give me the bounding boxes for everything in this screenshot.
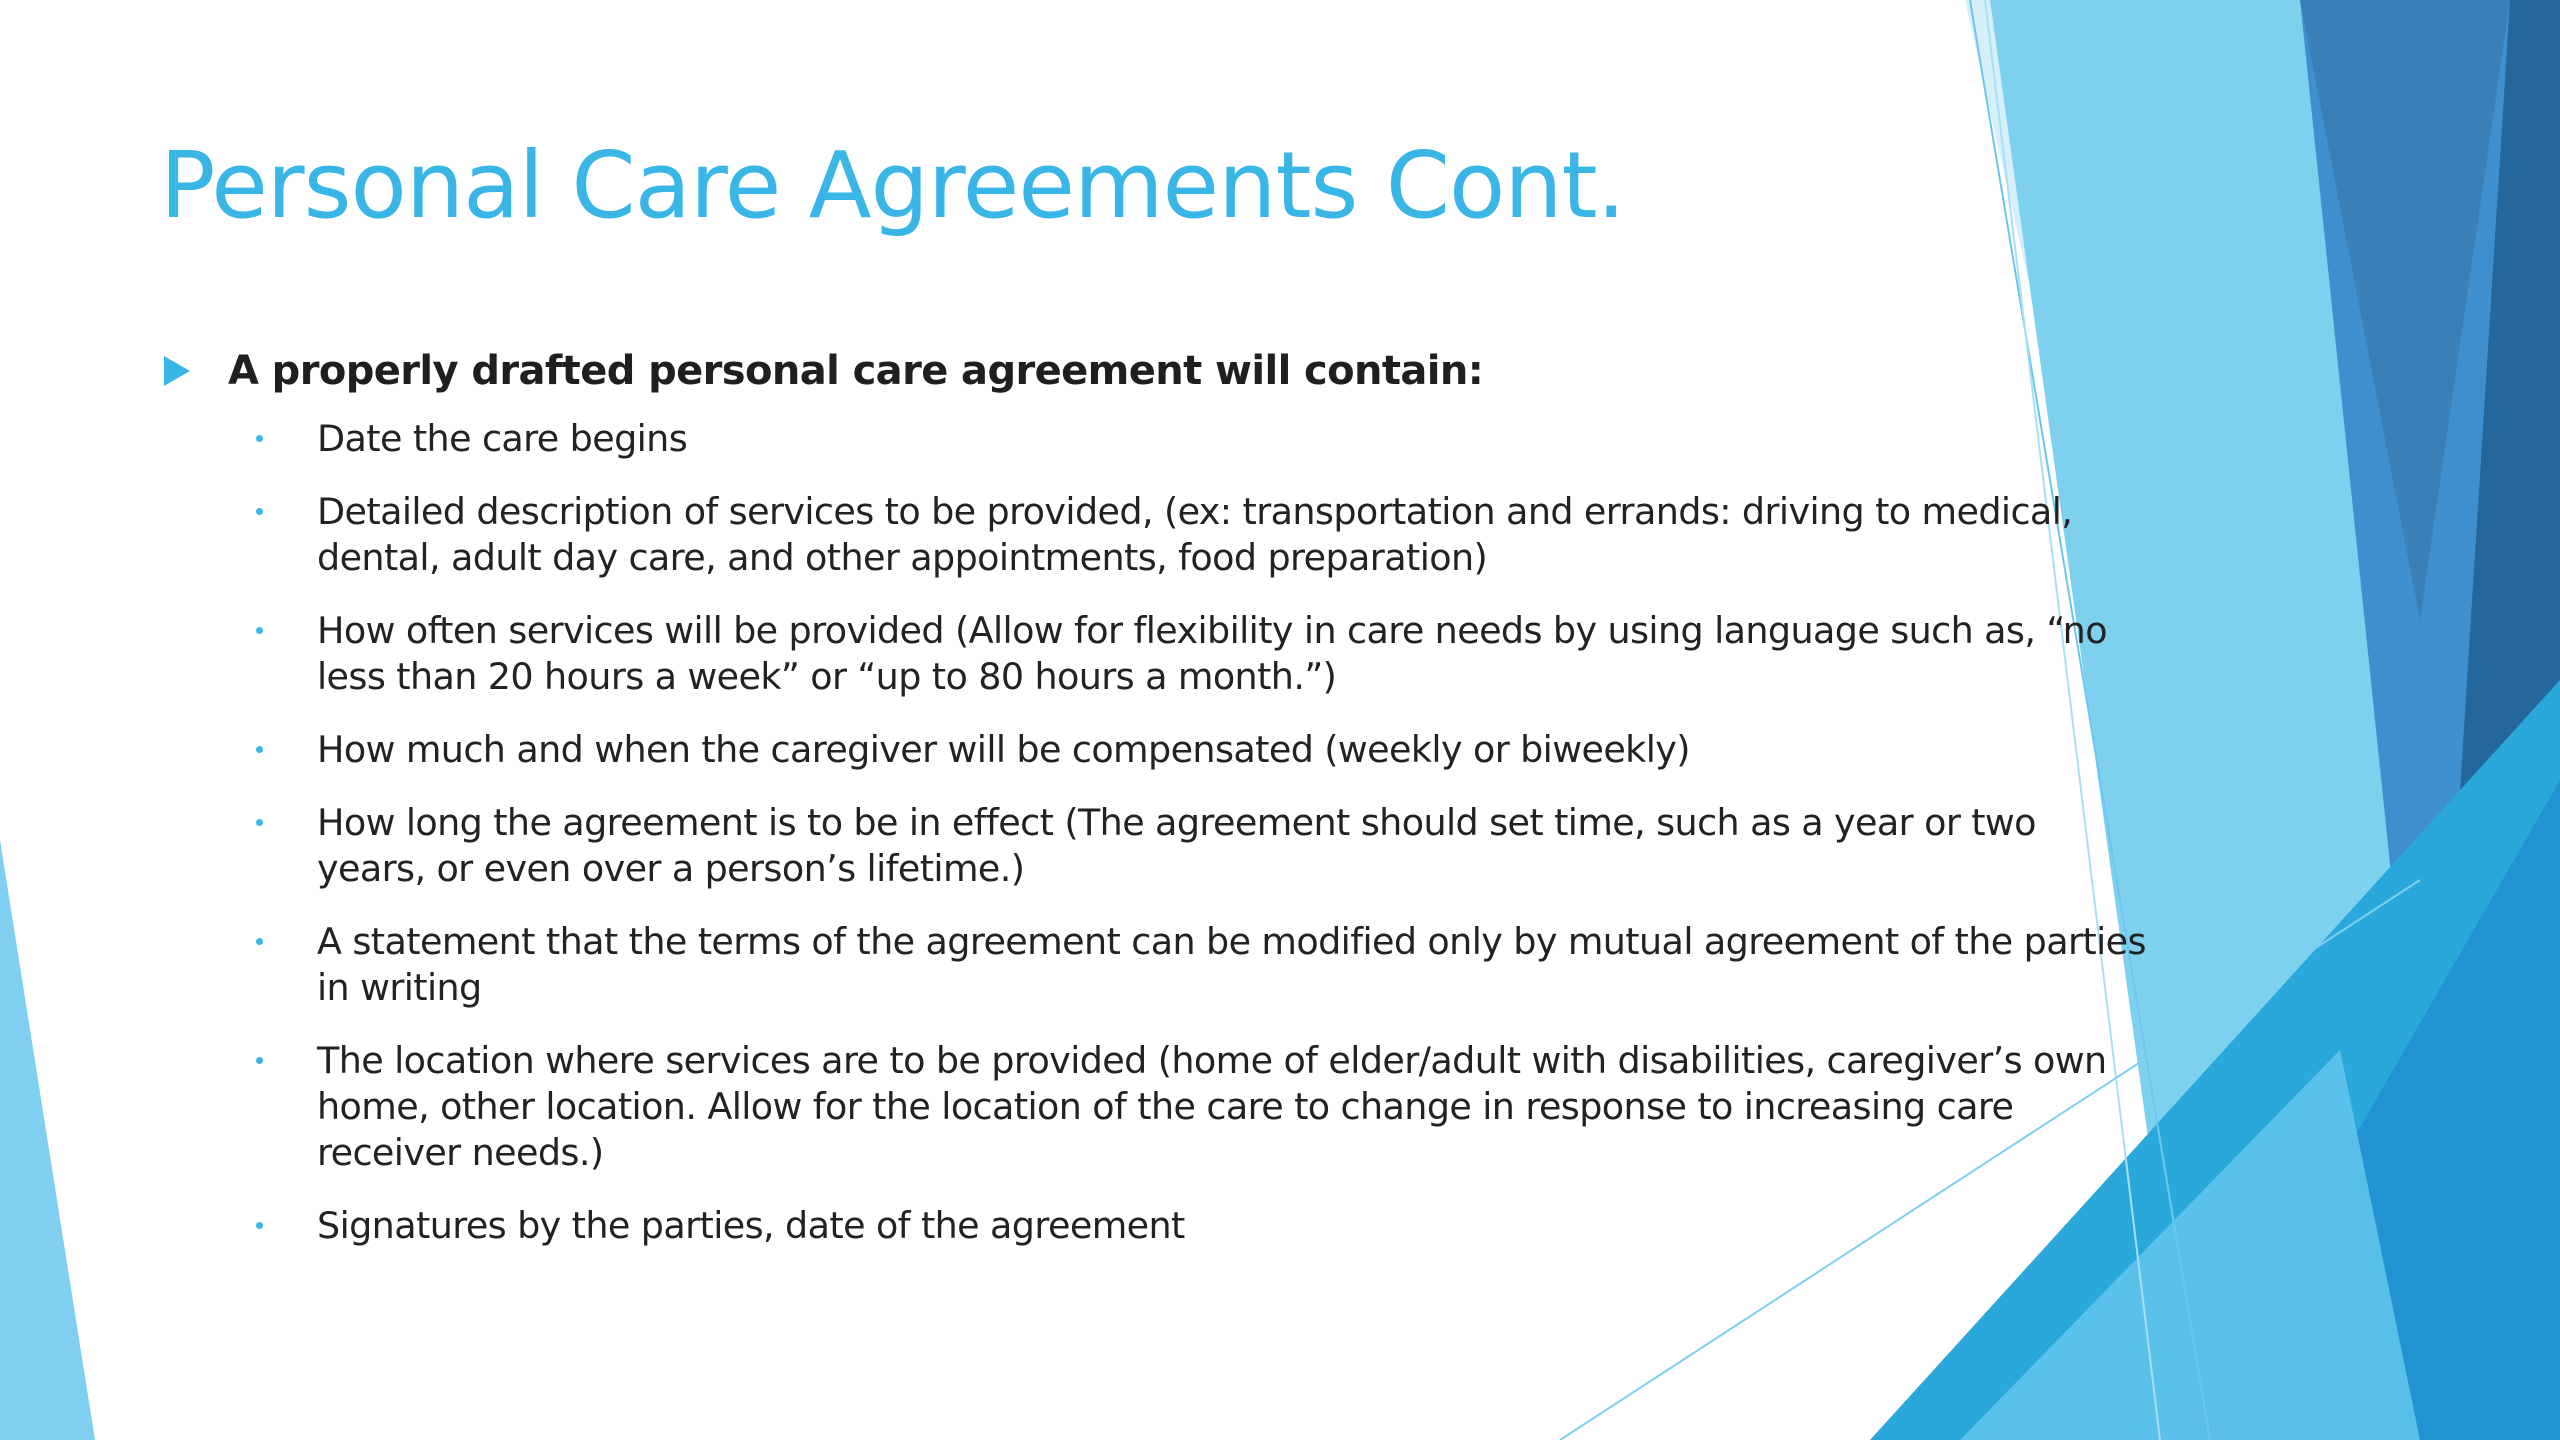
dot-bullet-icon — [256, 938, 263, 945]
list-item — [160, 608, 2150, 700]
list-item — [160, 727, 2150, 773]
list-item-text: How often services will be provided (Allow for flexibility in care needs by using language such as, “no less than 20 hours a week” or “up to 80 hours a month.”) — [317, 609, 2107, 698]
main-bullet — [160, 348, 2150, 394]
list-item — [160, 919, 2150, 1011]
dot-bullet-icon — [256, 627, 263, 634]
list-item — [160, 800, 2150, 892]
sub-bullet-list — [160, 416, 2150, 1249]
dot-bullet-icon — [256, 1057, 263, 1064]
dot-bullet-icon — [256, 819, 263, 826]
list-item-text: How long the agreement is to be in effect (The agreement should set time, such as a year or two years, or even over a person’s lifetime.) — [317, 801, 2036, 890]
list-item-text: Signatures by the parties, date of the agreement — [317, 1204, 1185, 1247]
left-edge-shape — [0, 840, 95, 1440]
dot-bullet-icon — [256, 435, 263, 442]
list-item-text: How much and when the caregiver will be compensated (weekly or biweekly) — [317, 728, 1690, 771]
slide-title: Personal Care Agreements Cont. — [160, 132, 1625, 239]
slide-content — [160, 348, 2150, 1276]
list-item — [160, 1038, 2150, 1176]
dot-bullet-icon — [256, 508, 263, 515]
list-item-text: Date the care begins — [317, 417, 688, 460]
list-item-text: A statement that the terms of the agreement can be modified only by mutual agreement of the parties in writing — [317, 920, 2146, 1009]
list-item — [160, 489, 2150, 581]
main-bullet-text: A properly drafted personal care agreement will contain: — [228, 348, 1484, 394]
list-item — [160, 1203, 2150, 1249]
dot-bullet-icon — [256, 1222, 263, 1229]
list-item-text: The location where services are to be provided (home of elder/adult with disabilities, caregiver’s own home, other location. Allow for the location of the care to change in response to increasing care receiver needs.) — [317, 1039, 2107, 1174]
dot-bullet-icon — [256, 746, 263, 753]
triangle-bullet-icon — [164, 356, 190, 386]
list-item — [160, 416, 2150, 462]
list-item-text: Detailed description of services to be provided, (ex: transportation and errands: driving to medical, dental, adult day care, and other appointments, food preparation) — [317, 490, 2073, 579]
